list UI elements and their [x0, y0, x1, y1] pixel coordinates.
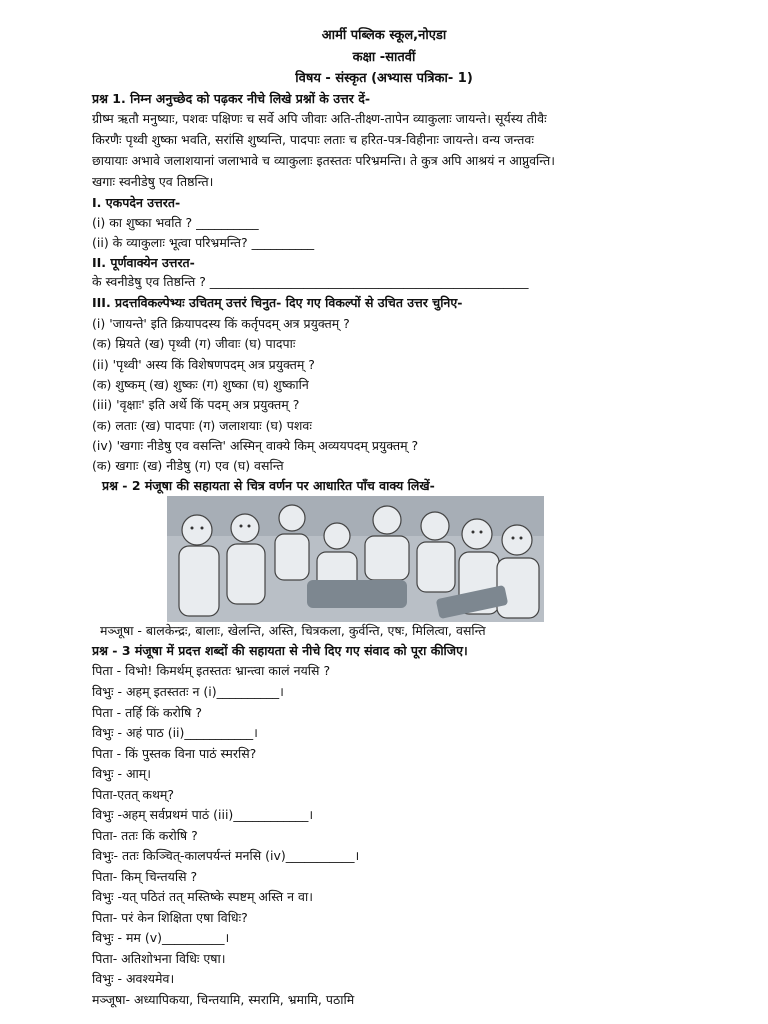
dialogue-line: विभुः - अहम् इतस्ततः न (i)__________। [92, 684, 284, 699]
dialogue-line: पिता- किम् चिन्तयसि ? [92, 869, 198, 884]
dialogue-line: विभुः - अवश्यमेव। [92, 971, 175, 986]
dialogue-line: पिता- ततः किं करोषि ? [92, 828, 198, 843]
q3-title: प्रश्न - 3 मंजूषा में प्रदत्त शब्दों की सहायता से नीचे दिए गए संवाद को पूरा कीजिए। [92, 643, 468, 658]
q1-section3-options: (क) लताः (ख) पादपाः (ग) जलाशयाः (घ) पशवः [92, 418, 312, 433]
q1-passage-line: ग्रीष्म ऋतौ मनुष्याः, पशवः पक्षिणः च सर्वे अपि जीवाः अति-तीक्ष्ण-तापेन व्याकुलाः जायन्ते। सूर्यस्य तीवैः [92, 111, 547, 126]
dialogue-line: पिता - किं पुस्तक विना पाठं स्मरसि? [92, 746, 257, 761]
dialogue-line: विभुः - मम (v)__________। [92, 930, 230, 945]
subject-label: विषय - संस्कृत (अभ्यास पत्रिका- 1) [295, 71, 473, 86]
school-name: आर्मी पब्लिक स्कूल,नोएडा [321, 28, 447, 43]
q1-passage-line: छायायाः अभावे जलाशयानां जलाभावे च व्याकुलाः इतस्ततः परिभ्रमन्ति। ते कुत्र अपि आश्रयं न आप्नुवन्ति। [92, 153, 556, 168]
q2-title: प्रश्न - 2 मंजूषा की सहायता से चित्र वर्णन पर आधारित पाँच वाक्य लिखें- [102, 478, 435, 493]
q2-manjusha: मञ्जूषा - बालकेन्द्रः, बालाः, खेलन्ति, अस्ति, चित्रकला, कुर्वन्ति, एषः, मिलित्वा, वसन्ति [100, 623, 486, 638]
dialogue-line: पिता-एतत् कथम्? [92, 787, 175, 802]
dialogue-line: विभुः -यत् पठितं तत् मस्तिष्के स्पष्टम् अस्ति न वा। [92, 889, 313, 904]
q1-section2-item: के स्वनीडेषु एव तिष्ठन्ति ? ___________________________________________________ [92, 274, 529, 289]
dialogue-line: पिता- अतिशोभना विधिः एषा। [92, 951, 226, 966]
q1-section3-title: III. प्रदत्तविकल्पेभ्यः उचितम् उत्तरं चिनुत- दिए गए विकल्पों से उचित उत्तर चुनिए- [92, 295, 463, 310]
q1-section3-options: (क) शुष्कम् (ख) शुष्कः (ग) शुष्का (घ) शुष्कानि [92, 377, 309, 392]
q1-section2-title: II. पूर्णवाक्येन उत्तरत- [92, 255, 195, 270]
dialogue-line: विभुः- ततः किञ्चित्-कालपर्यन्तं मनसि (iv)___________। [92, 848, 360, 863]
q1-section3-item: (iv) 'खगाः नीडेषु एव वसन्ति' अस्मिन् वाक्ये किम् अव्ययपदम् प्रयुक्तम् ? [92, 438, 419, 453]
q1-section1-item: (i) का शुष्का भवति ? __________ [92, 215, 259, 230]
q1-section3-item: (ii) 'पृथ्वी' अस्य किं विशेषणपदम् अत्र प्रयुक्तम् ? [92, 357, 315, 372]
q1-section3-item: (i) 'जायन्ते' इति क्रियापदस्य किं कर्तृपदम् अत्र प्रयुक्तम् ? [92, 316, 350, 331]
dialogue-line: पिता - तर्हि किं करोषि ? [92, 705, 202, 720]
q1-section1-item: (ii) के व्याकुलाः भूत्वा परिभ्रमन्ति? __________ [92, 235, 315, 250]
q3-manjusha: मञ्जूषा- अध्यापिकया, चिन्तयामि, स्मरामि, भ्रमामि, पठामि [92, 992, 355, 1007]
q1-section1-title: I. एकपदेन उत्तरत- [92, 195, 181, 210]
dialogue-line: विभुः -अहम् सर्वप्रथमं पाठं (iii)____________। [92, 807, 314, 822]
classroom-illustration [167, 496, 544, 622]
q1-title: प्रश्न 1. निम्न अनुच्छेद को पढ़कर नीचे लिखे प्रश्नों के उत्तर दें- [92, 91, 371, 106]
q1-passage-line: किरणैः पृथ्वी शुष्का भवति, सरांसि शुष्यन्ति, पादपाः लताः च हरित-पत्र-विहीनाः जायन्ते। वन्य जन्तवः [92, 132, 534, 147]
dialogue-line: विभुः - अहं पाठ (ii)___________। [92, 725, 258, 740]
q1-section3-item: (iii) 'वृक्षाः' इति अर्थे किं पदम् अत्र प्रयुक्तम् ? [92, 397, 300, 412]
q1-passage-line: खगाः स्वनीडेषु एव तिष्ठन्ति। [92, 174, 214, 189]
dialogue-line: विभुः - आम्। [92, 766, 151, 781]
class-label: कक्षा -सातवीं [352, 50, 416, 65]
dialogue-line: पिता- परं केन शिक्षिता एषा विधिः? [92, 910, 248, 925]
q1-section3-options: (क) खगाः (ख) नीडेषु (ग) एव (घ) वसन्ति [92, 458, 284, 473]
q1-section3-options: (क) म्रियते (ख) पृथ्वी (ग) जीवाः (घ) पादपाः [92, 336, 296, 351]
dialogue-line: पिता - विभो! किमर्थम् इतस्ततः भ्रान्त्वा कालं नयसि ? [92, 663, 331, 678]
